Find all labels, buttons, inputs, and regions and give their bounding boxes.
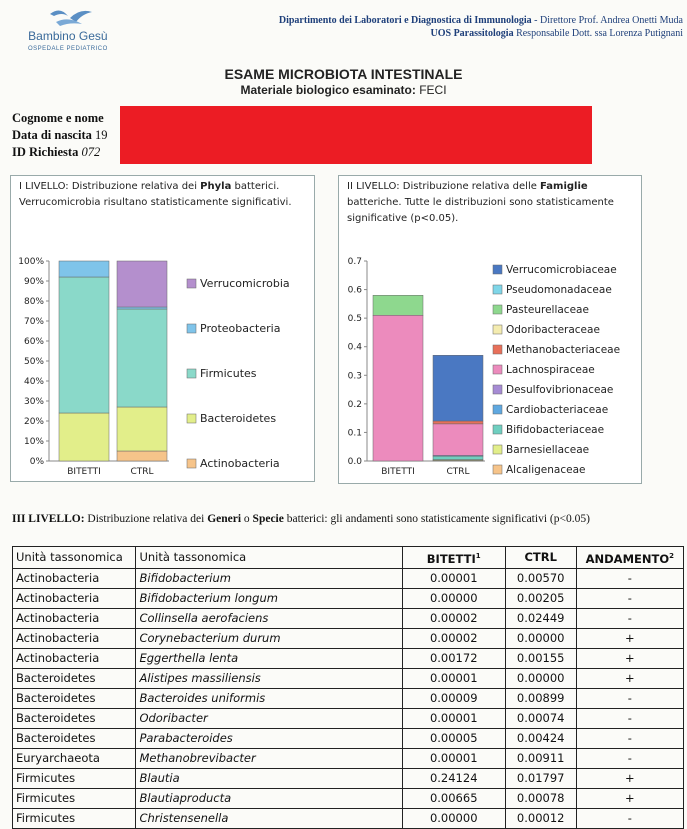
bar-segment-bifidobacteriaceae xyxy=(433,456,483,459)
bar-segment-firmicutes xyxy=(59,277,109,413)
table-row xyxy=(13,748,684,768)
legend-swatch xyxy=(187,369,196,378)
legend-label: Methanobacteriaceae xyxy=(506,344,621,356)
department-info xyxy=(279,14,683,40)
y-tick-label: 70% xyxy=(23,317,44,327)
cell-ctrl: 0.00078 xyxy=(505,788,576,808)
legend-label: Pseudomonadaceae xyxy=(506,284,612,296)
families-chart-title: II LIVELLO: Distribuzione relativa delle Famiglie batteriche. Tutte le distribuzioni sono statisticamente significative (p<0.05). xyxy=(347,181,614,224)
table-row xyxy=(13,608,684,628)
logo-name: Bambino Gesù xyxy=(28,29,108,43)
col-header-ctrl: CTRL xyxy=(505,547,576,569)
cell-trend: + xyxy=(576,668,683,688)
redaction-box xyxy=(120,106,592,164)
legend-swatch xyxy=(493,405,502,414)
cell-bitetti: 0.00002 xyxy=(402,608,505,628)
x-tick-label: CTRL xyxy=(446,467,470,477)
bar-segment-proteobacteria xyxy=(59,261,109,277)
col-header-taxon: Unità tassonomica xyxy=(136,547,402,569)
material-value: FECI xyxy=(419,83,447,97)
legend-label: Cardiobacteriaceae xyxy=(506,404,609,416)
legend-swatch xyxy=(493,425,502,434)
cell-phylum: Actinobacteria xyxy=(13,568,136,588)
request-id-label: ID Richiesta xyxy=(12,145,79,159)
bar-segment-actinobacteria xyxy=(117,451,167,461)
surname-label: Cognome e nome xyxy=(12,111,104,125)
y-tick-label: 0.3 xyxy=(347,371,362,382)
cell-ctrl: 0.00000 xyxy=(505,628,576,648)
families-chart-panel xyxy=(338,175,642,484)
cell-trend: + xyxy=(576,628,683,648)
cell-taxon: Blautia xyxy=(136,768,402,788)
cell-ctrl: 0.00911 xyxy=(505,748,576,768)
logo-birds-icon xyxy=(42,4,98,30)
cell-taxon: Blautiaproducta xyxy=(136,788,402,808)
legend-swatch xyxy=(493,325,502,334)
cell-taxon: Bacteroides uniformis xyxy=(136,688,402,708)
families-chart xyxy=(339,238,641,478)
cell-phylum: Euryarchaeota xyxy=(13,748,136,768)
y-tick-label: 0.2 xyxy=(347,399,362,410)
y-tick-label: 80% xyxy=(23,297,44,307)
col-header-trend: ANDAMENTO$^2$ xyxy=(576,547,683,569)
table-row xyxy=(13,728,684,748)
cell-ctrl: 0.00074 xyxy=(505,708,576,728)
patient-info xyxy=(12,110,108,161)
table-header-row xyxy=(13,547,684,569)
cell-bitetti: 0.24124 xyxy=(402,768,505,788)
cell-taxon: Corynebacterium durum xyxy=(136,628,402,648)
legend-swatch xyxy=(493,345,502,354)
x-tick-label: CTRL xyxy=(130,467,154,477)
phyla-chart-title: I LIVELLO: Distribuzione relativa dei Phyla batterici. Verrucomicrobia risultano statisticamente significativi. xyxy=(19,181,292,208)
cell-ctrl: 0.00899 xyxy=(505,688,576,708)
cell-ctrl: 0.00012 xyxy=(505,808,576,828)
cell-taxon: Methanobrevibacter xyxy=(136,748,402,768)
legend-label: Odoribacteraceae xyxy=(506,324,600,336)
cell-phylum: Bacteroidetes xyxy=(13,728,136,748)
legend-swatch xyxy=(493,285,502,294)
y-tick-label: 20% xyxy=(23,417,44,427)
bar-segment-methanobacteriaceae xyxy=(433,421,483,424)
table-row xyxy=(13,648,684,668)
cell-taxon: Bifidobacterium longum xyxy=(136,588,402,608)
legend-label: Actinobacteria xyxy=(200,457,280,470)
cell-bitetti: 0.00001 xyxy=(402,668,505,688)
material-label: Materiale biologico esaminato: xyxy=(240,83,416,97)
y-tick-label: 90% xyxy=(23,277,44,287)
cell-phylum: Bacteroidetes xyxy=(13,668,136,688)
cell-trend: - xyxy=(576,728,683,748)
legend-label: Lachnospiraceae xyxy=(506,364,595,376)
cell-ctrl: 0.00205 xyxy=(505,588,576,608)
bar-segment-verrucomicrobiaceae xyxy=(433,355,483,421)
cell-bitetti: 0.00001 xyxy=(402,568,505,588)
unit-responsible: Responsabile Dott. ssa Lorenza Putignani xyxy=(513,28,683,39)
cell-phylum: Actinobacteria xyxy=(13,628,136,648)
cell-phylum: Actinobacteria xyxy=(13,608,136,628)
legend-swatch xyxy=(493,265,502,274)
legend-swatch xyxy=(187,279,196,288)
dob-value: 19 xyxy=(95,128,108,142)
cell-trend: - xyxy=(576,748,683,768)
cell-taxon: Bifidobacterium xyxy=(136,568,402,588)
request-id-value: 072 xyxy=(81,145,101,159)
legend-swatch xyxy=(493,465,502,474)
dept-name: Dipartimento dei Laboratori e Diagnostica di Immunologia xyxy=(278,15,532,26)
y-tick-label: 0.0 xyxy=(347,457,362,467)
cell-bitetti: 0.00665 xyxy=(402,788,505,808)
unit-name: UOS Parassitologia xyxy=(430,28,514,39)
col-header-phylum: Unità tassonomica xyxy=(13,547,136,569)
y-tick-label: 100% xyxy=(18,257,44,267)
cell-trend: - xyxy=(576,588,683,608)
y-tick-label: 0.1 xyxy=(347,428,362,439)
cell-ctrl: 0.01797 xyxy=(505,768,576,788)
table-row xyxy=(13,808,684,828)
table-row xyxy=(13,768,684,788)
y-tick-label: 60% xyxy=(23,337,44,347)
logo-subtitle: OSPEDALE PEDIATRICO xyxy=(28,46,108,52)
cell-trend: - xyxy=(576,808,683,828)
x-tick-label: BITETTI xyxy=(67,467,101,477)
bar-segment-proteobacteria xyxy=(117,307,167,309)
bar-segment-lachnospiraceae xyxy=(373,315,423,461)
cell-ctrl: 0.02449 xyxy=(505,608,576,628)
cell-phylum: Actinobacteria xyxy=(13,588,136,608)
cell-trend: + xyxy=(576,648,683,668)
cell-trend: - xyxy=(576,708,683,728)
cell-taxon: Parabacteroides xyxy=(136,728,402,748)
legend-label: Pasteurellaceae xyxy=(506,304,589,316)
legend-label: Verrucomicrobia xyxy=(200,277,290,290)
cell-bitetti: 0.00001 xyxy=(402,708,505,728)
legend-swatch xyxy=(493,365,502,374)
genera-table xyxy=(12,546,684,829)
table-row xyxy=(13,588,684,608)
table-row xyxy=(13,568,684,588)
cell-bitetti: 0.00000 xyxy=(402,588,505,608)
legend-label: Proteobacteria xyxy=(200,322,281,335)
bar-segment-firmicutes xyxy=(117,309,167,407)
cell-taxon: Collinsella aerofaciens xyxy=(136,608,402,628)
y-tick-label: 50% xyxy=(23,357,44,367)
dept-director: - Direttore Prof. Andrea Onetti Muda xyxy=(531,15,683,26)
y-tick-label: 40% xyxy=(23,377,44,387)
legend-swatch xyxy=(187,459,196,468)
logo-text xyxy=(28,30,108,56)
bar-segment-bacteroidetes xyxy=(117,407,167,451)
cell-ctrl: 0.00424 xyxy=(505,728,576,748)
legend-swatch xyxy=(187,324,196,333)
cell-bitetti: 0.00172 xyxy=(402,648,505,668)
col-header-bitetti: BITETTI$^1$ xyxy=(402,547,505,569)
legend-label: Firmicutes xyxy=(200,367,257,380)
bar-segment-bacteroidetes xyxy=(59,413,109,461)
logo xyxy=(42,4,98,30)
y-tick-label: 0% xyxy=(29,457,44,467)
cell-bitetti: 0.00001 xyxy=(402,748,505,768)
legend-swatch xyxy=(493,445,502,454)
phyla-chart xyxy=(11,238,314,478)
phyla-chart-panel xyxy=(10,175,315,482)
cell-phylum: Actinobacteria xyxy=(13,648,136,668)
table-row xyxy=(13,628,684,648)
cell-trend: - xyxy=(576,608,683,628)
cell-ctrl: 0.00570 xyxy=(505,568,576,588)
table-row xyxy=(13,688,684,708)
cell-trend: + xyxy=(576,768,683,788)
y-tick-label: 0.4 xyxy=(347,342,362,353)
legend-swatch xyxy=(187,414,196,423)
legend-label: Verrucomicrobiaceae xyxy=(506,264,617,276)
legend-label: Desulfovibrionaceae xyxy=(506,384,614,396)
cell-taxon: Odoribacter xyxy=(136,708,402,728)
cell-bitetti: 0.00009 xyxy=(402,688,505,708)
bar-segment-pasteurellaceae xyxy=(373,295,423,315)
x-tick-label: BITETTI xyxy=(381,467,415,477)
cell-taxon: Alistipes massiliensis xyxy=(136,668,402,688)
cell-bitetti: 0.00000 xyxy=(402,808,505,828)
report-title-block xyxy=(0,66,687,98)
legend-swatch xyxy=(493,385,502,394)
cell-phylum: Firmicutes xyxy=(13,768,136,788)
table-row xyxy=(13,708,684,728)
report-title: ESAME MICROBIOTA INTESTINALE xyxy=(224,66,463,82)
cell-trend: - xyxy=(576,568,683,588)
legend-label: Bacteroidetes xyxy=(200,412,277,425)
legend-swatch xyxy=(493,305,502,314)
cell-taxon: Eggerthella lenta xyxy=(136,648,402,668)
cell-ctrl: 0.00155 xyxy=(505,648,576,668)
y-tick-label: 0.6 xyxy=(347,285,362,296)
dob-label: Data di nascita xyxy=(12,128,92,142)
legend-label: Bifidobacteriaceae xyxy=(506,424,605,436)
cell-phylum: Firmicutes xyxy=(13,808,136,828)
y-tick-label: 30% xyxy=(23,397,44,407)
bar-segment-verrucomicrobia xyxy=(117,261,167,307)
cell-bitetti: 0.00002 xyxy=(402,628,505,648)
cell-phylum: Bacteroidetes xyxy=(13,688,136,708)
bar-segment-lachnospiraceae xyxy=(433,424,483,455)
table-row xyxy=(13,668,684,688)
cell-taxon: Christensenella xyxy=(136,808,402,828)
cell-trend: - xyxy=(576,688,683,708)
legend-label: Alcaligenaceae xyxy=(506,464,586,476)
y-tick-label: 10% xyxy=(23,437,44,447)
table-row xyxy=(13,788,684,808)
cell-phylum: Bacteroidetes xyxy=(13,708,136,728)
cell-ctrl: 0.00000 xyxy=(505,668,576,688)
y-tick-label: 0.7 xyxy=(347,257,362,267)
level3-title: III LIVELLO: Distribuzione relativa dei Generi o Specie batterici: gli andamenti sono statisticamente significativi (p<0.05) xyxy=(12,513,590,525)
y-tick-label: 0.5 xyxy=(347,314,362,325)
cell-trend: + xyxy=(576,788,683,808)
cell-phylum: Firmicutes xyxy=(13,788,136,808)
legend-label: Barnesiellaceae xyxy=(506,444,590,456)
cell-bitetti: 0.00005 xyxy=(402,728,505,748)
